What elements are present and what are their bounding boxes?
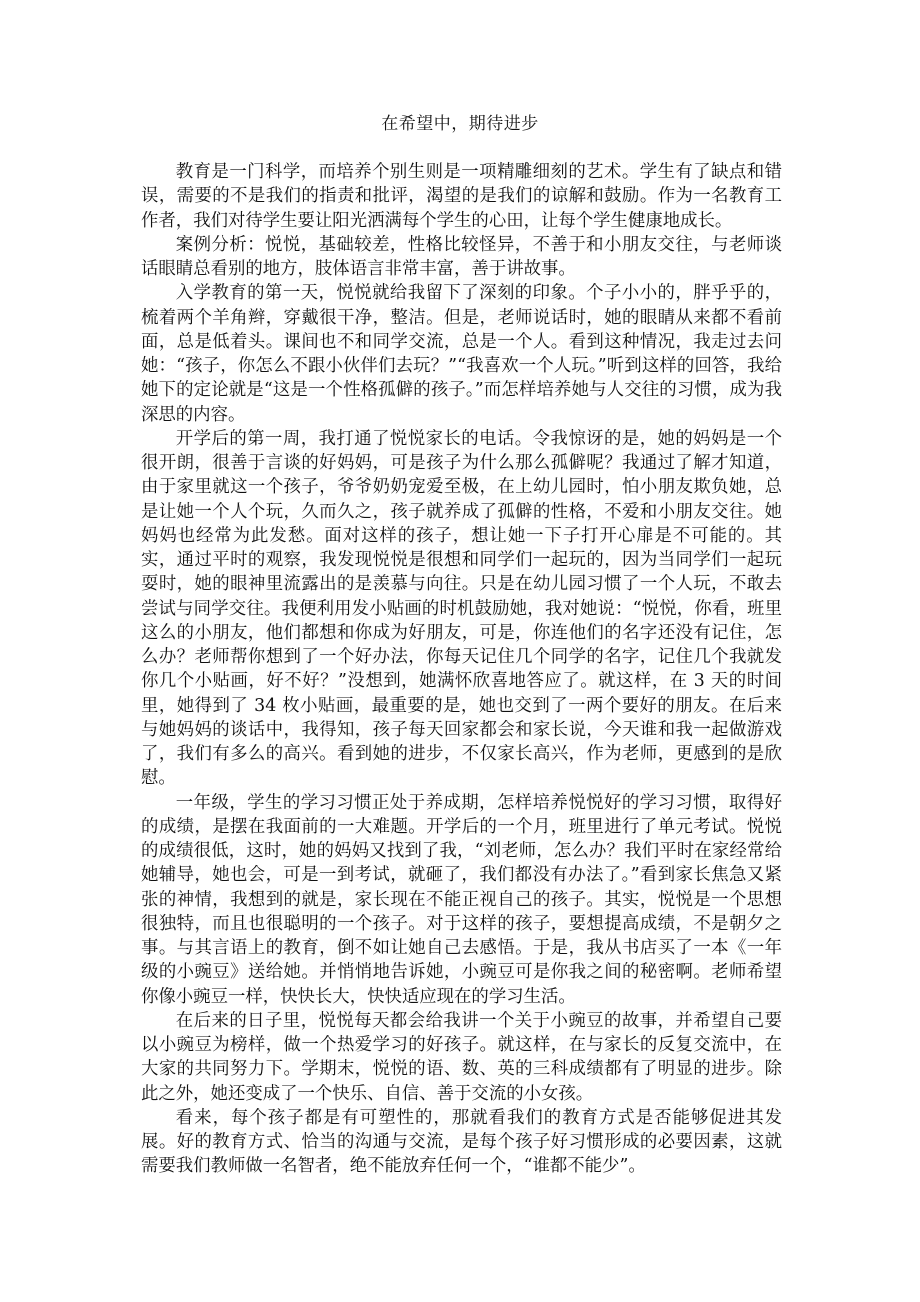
paragraph-first-week: 开学后的第一周，我打通了悦悦家长的电话。令我惊讶的是，她的妈妈是一个很开朗，很善于言谈的好妈妈，可是孩子为什么那么孤僻呢？我通过了解才知道，由于家里就这一个孩子，爷爷奶奶宠爱至极，在上幼儿园时，怕小朋友欺负她，总是让她一个人个玩，久而久之，孩子就养成了孤僻的性格，不爱和小朋友交往。她妈妈也经常为此发愁。面对这样的孩子，想让她一下子打开心扉是不可能的。其实，通过平时的观察，我发现悦悦是很想和同学们一起玩的，因为当同学们一起玩耍时，她的眼神里流露出的是羡慕与向往。只是在幼儿园习惯了一个人玩，不敢去尝试与同学交往。我便利用发小贴画的时机鼓励她，我对她说：“悦悦，你看，班里这么的小朋友，他们都想和你成为好朋友，可是，你连他们的名字还没有记住，怎么办？老师帮你想到了一个好办法，你每天记住几个同学的名字，记住几个我就发你几个小贴画，好不好？”没想到，她满怀欣喜地答应了。就这样，在 3 天的时间里，她得到了 34 枚小贴画，最重要的是，她也交到了一两个要好的朋友。在后来与她妈妈的谈话中，我得知，孩子每天回家都会和家长说，今天谁和我一起做游戏了，我们有多么的高兴。看到她的进步，不仅家长高兴，作为老师，更感到的是欣慰。 xyxy=(141,428,782,789)
paragraph-first-grade: 一年级，学生的学习习惯正处于养成期，怎样培养悦悦好的学习习惯，取得好的成绩，是摆在我面前的一大难题。开学后的一个月，班里进行了单元考试。悦悦的成绩很低，这时，她的妈妈又找到了我，“刘老师，怎么办？我们平时在家经常给她辅导，她也会，可是一到考试，就砸了，我们都没有办法了。”看到家长焦急又紧张的神情，我想到的就是，家长现在不能正视自己的孩子。其实，悦悦是一个思想很独特，而且也很聪明的一个孩子。对于这样的孩子，要想提高成绩，不是朝夕之事。与其言语上的教育，倒不如让她自己去感悟。于是，我从书店买了一本《一年级的小豌豆》送给她。并悄悄地告诉她，小豌豆可是你我之间的秘密啊。老师希望你像小豌豆一样，快快长大，快快适应现在的学习生活。 xyxy=(141,792,782,1007)
paragraph-case-analysis: 案例分析：悦悦，基础较差，性格比较怪异，不善于和小朋友交往，与老师谈话眼睛总看别的地方，肢体语言非常丰富，善于讲故事。 xyxy=(141,234,782,279)
paragraph-later-days: 在后来的日子里，悦悦每天都会给我讲一个关于小豌豆的故事，并希望自己要以小豌豆为榜样，做一个热爱学习的好孩子。就这样，在与家长的反复交流中，在大家的共同努力下。学期末，悦悦的语、数、英的三科成绩都有了明显的进步。除此之外，她还变成了一个快乐、自信、善于交流的小女孩。 xyxy=(141,1010,782,1104)
paragraph-first-day: 入学教育的第一天，悦悦就给我留下了深刻的印象。个子小小的，胖乎乎的，梳着两个羊角辫，穿戴很干净，整洁。但是，老师说话时，她的眼睛从来都不看前面，总是低着头。课间也不和同学交流，总是一个人。看到这种情况，我走过去问她：“孩子，你怎么不跟小伙伴们去玩？”“我喜欢一个人玩。”听到这样的回答，我给她下的定论就是“这是一个性格孤僻的孩子。”而怎样培养她与人交往的习惯，成为我深思的内容。 xyxy=(141,283,782,425)
paragraph-conclusion: 看来，每个孩子都是有可塑性的，那就看我们的教育方式是否能够促进其发展。好的教育方式、恰当的沟通与交流，是每个孩子好习惯形成的必要因素，这就需要我们教师做一名智者，绝不能放弃任何一个，“谁都不能少”。 xyxy=(141,1107,782,1177)
document-body xyxy=(141,160,782,1179)
paragraph-intro: 教育是一门科学，而培养个别生则是一项精雕细刻的艺术。学生有了缺点和错误，需要的不是我们的指责和批评，渴望的是我们的谅解和鼓励。作为一名教育工作者，我们对待学生要让阳光洒满每个学生的心田，让每个学生健康地成长。 xyxy=(141,162,782,231)
document-title: 在希望中，期待进步 xyxy=(381,114,539,134)
